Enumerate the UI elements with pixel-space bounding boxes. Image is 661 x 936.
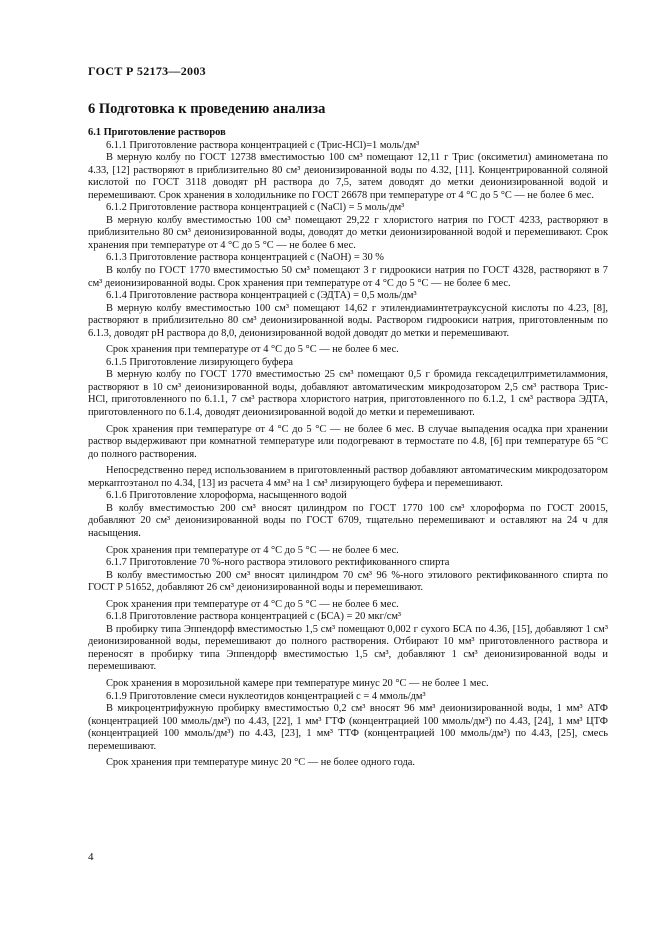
document-body [88, 127, 608, 770]
paragraph: В колбу вместимостью 200 см³ вносят цилиндром 70 см³ 96 %-ного этилового ректификованного спирта по ГОСТ Р 51652, добавляют 26 см³ деионизированной воды и перемешивают. [88, 569, 608, 594]
paragraph: В мерную колбу вместимостью 100 см³ помещают 14,62 г этилендиаминтетрауксусной кислоты по 4.23, [8], растворяют в приблизительно 80 см³ деионизированной воды. Раствором гидроокиси натрия, приготовленным по 6.1.3, доводят pH раствора до 8,0, деионизированной водой доводят до метки и перемешивают. [88, 302, 608, 339]
paragraph: Срок хранения при температуре от 4 °С до 5 °С — не более 6 мес. [106, 344, 399, 356]
paragraph: 6.1.9 Приготовление смеси нуклеотидов концентрацией c = 4 ммоль/дм³ [106, 690, 426, 702]
paragraph: Срок хранения при температуре от 4 °С до 5 °С — не более 6 мес. [106, 544, 399, 556]
paragraph: Срок хранения при температуре от 4 °С до 5 °С — не более 6 мес. В случае выпадения осадка при хранении раствор выдерживают при комнатной температуре или подогревают в термостате по 4.8, [6] при температуре 65 °С до полного растворения. [88, 423, 608, 460]
paragraph: Срок хранения в морозильной камере при температуре минус 20 °С — не более 1 мес. [106, 677, 489, 689]
paragraph: Срок хранения при температуре минус 20 °С — не более одного года. [106, 757, 416, 769]
paragraph: 6.1.3 Приготовление раствора концентрацией c (NaOH) = 30 % [106, 252, 384, 264]
subsection-heading: 6.1 Приготовление растворов [88, 127, 226, 138]
paragraph: В колбу по ГОСТ 1770 вместимостью 50 см³ помещают 3 г гидроокиси натрия по ГОСТ 4328, растворяют в 7 см³ деионизированной воды. Срок хранения при температуре от 4 °С до 5 °С — не более 6 мес. [88, 265, 608, 289]
page-number: 4 [88, 851, 94, 863]
paragraph: В мерную колбу вместимостью 100 см³ помещают 29,22 г хлористого натрия по ГОСТ 4233, растворяют в приблизительно 80 см³ деионизированной воды, доводят до метки деионизированной водой и перемешивают. Срок хранения при температуре от 4 °С до 5 °С — не более 6 мес. [88, 214, 608, 251]
paragraph: 6.1.7 Приготовление 70 %-ного раствора этилового ректификованного спирта [106, 557, 450, 569]
paragraph: В мерную колбу по ГОСТ 12738 вместимостью 100 см³ помещают 12,11 г Трис (оксиметил) аминометана по 4.33, [12] растворяют в приблизительно 80 см³ деионизированной воды по 4.32, [11]. Концентрированной соляной кислотой по ГОСТ 3118 доводят pH раствора до 7,5, затем доводят до метки деионизированной водой и перемешивают. Срок хранения в холодильнике по ГОСТ 26678 при температуре от 4 °С до 5 °С — не более 6 мес. [88, 152, 608, 201]
paragraph: 6.1.8 Приготовление раствора концентрацией c (БСА) = 20 мкг/см³ [106, 611, 402, 623]
document-code: ГОСТ Р 52173—2003 [88, 64, 206, 78]
paragraph: Непосредственно перед использованием в приготовленный раствор добавляют автоматическим микродозатором меркаптоэтанол по 4.34, [13] из расчета 4 мм³ на 1 см³ лизирующего буфера и перемешивают. [88, 465, 608, 489]
paragraph: В мерную колбу по ГОСТ 1770 вместимостью 25 см³ помещают 0,5 г бромида гексадецилтриметиламмония, растворяют в 10 см³ деионизированной воды, добавляют автоматическим микродозатором 2,5 см³ раствора Трис-HCl, приготовленного по 6.1.1, 7 см³ раствора хлористого натрия, приготовленного по 6.1.2, 1 см³ раствора ЭДТА, приготовленного по 6.1.4, доводят деионизированной водой до метки и перемешивают. [88, 369, 608, 419]
paragraph: 6.1.2 Приготовление раствора концентрацией c (NaCl) = 5 моль/дм³ [106, 202, 405, 214]
paragraph: Срок хранения при температуре от 4 °С до 5 °С — не более 6 мес. [106, 598, 399, 610]
paragraph: В колбу вместимостью 200 см³ вносят цилиндром по ГОСТ 1770 100 см³ хлороформа по ГОСТ 20015, добавляют 20 см³ деионизированной воды по ГОСТ 6709, тщательно перемешивают и оставляют на 24 ч для насыщения. [88, 502, 608, 539]
paragraph: 6.1.1 Приготовление раствора концентрацией c (Трис-HCl)=1 моль/дм³ [106, 139, 420, 151]
paragraph: В микроцентрифужную пробирку вместимостью 0,2 см³ вносят 96 мм³ деионизированной воды, 1 мм³ АТФ (концентрацией 100 ммоль/дм³) по 4.43, [22], 1 мм³ ГТФ (концентрацией 100 ммоль/дм³) по 4.43, [24], 1 мм³ ЦТФ (концентрацией 100 ммоль/дм³) по 4.43, [23], 1 мм³ ТТФ (концентрацией 100 ммоль/дм³) по 4.43, [25], смесь перемешивают. [88, 703, 608, 752]
paragraph: 6.1.4 Приготовление раствора концентрацией c (ЭДТА) = 0,5 моль/дм³ [106, 290, 417, 302]
paragraph: 6.1.5 Приготовление лизирующего буфера [106, 356, 294, 368]
paragraph: В пробирку типа Эппендорф вместимостью 1,5 см³ помещают 0,002 г сухого БСА по 4.36, [15], добавляют 1 см³ деионизированной воды, перемешивают до полного растворения. Отбирают 10 мм³ приготовленного раствора и переносят в пробирку типа Эппендорф вместимостью 1,5 см³, добавляют 1 см³ деионизированной воды и перемешивают. [88, 623, 608, 673]
section-title: 6 Подготовка к проведению анализа [88, 101, 326, 117]
paragraph: 6.1.6 Приготовление хлороформа, насыщенного водой [106, 490, 347, 502]
